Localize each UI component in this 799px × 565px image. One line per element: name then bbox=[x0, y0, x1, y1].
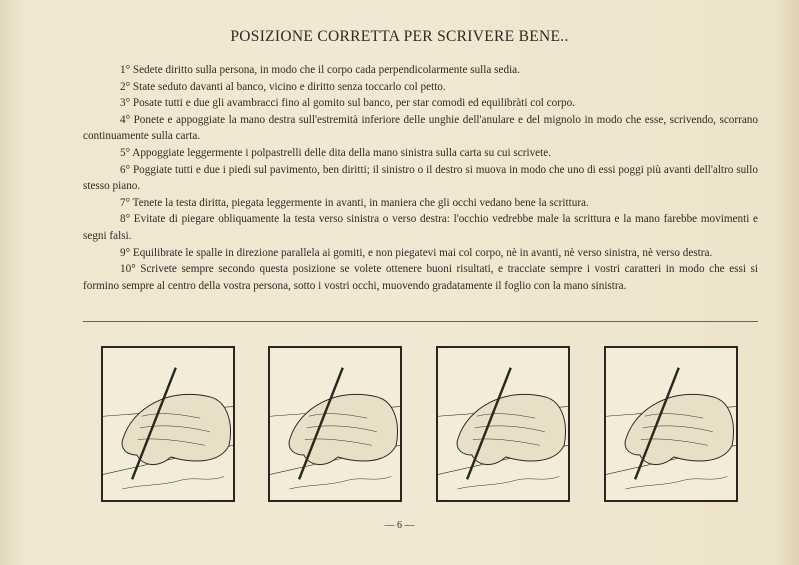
illustration-hand-2 bbox=[268, 346, 402, 502]
rule-8: 8° Evitate di piegare obliquamente la testa verso sinistra o verso destra: l'occhio vedrebbe male la scrittura e la mano farebbe movimenti e segni falsi. bbox=[83, 213, 758, 242]
rule-4: 4° Ponete e appoggiate la mano destra sull'estremità inferiore delle unghie dell'anulare e del mignolo in modo che esse, scrivendo, scorrano continuamente sulla carta. bbox=[83, 113, 758, 143]
rule-6: 6° Poggiate tutti e due i piedi sul pavimento, ben diritti; il sinistro o il destro si muova in modo che uno di essi poggi più avanti dell'altro sullo stesso piano. bbox=[83, 163, 758, 193]
rule-3: 3° Posate tutti e due gli avambracci fino al gomito sul banco, per star comodi ed equilibràti col corpo. bbox=[120, 97, 575, 110]
hand-pen-drawing bbox=[103, 348, 233, 500]
page-title: POSIZIONE CORRETTA PER SCRIVERE BENE.. bbox=[230, 28, 569, 45]
divider bbox=[83, 321, 758, 322]
hand-pen-drawing bbox=[606, 348, 736, 500]
rules-list bbox=[83, 62, 758, 294]
rule-10: 10° Scrivete sempre secondo questa posizione se volete ottenere buoni risultati, e tracciate sempre i vostri caratteri in modo che essi si formino sempre al centro della vostra persona, sotto i vostri occhi, muovendo gradatamente il foglio con la mano sinistra. bbox=[83, 263, 758, 292]
rule-1: 1° Sedete diritto sulla persona, in modo che il corpo cada perpendicolarmente sulla sedia. bbox=[120, 64, 520, 76]
rule-9: 9° Equilibrate le spalle in direzione parallela ai gomiti, e non piegatevi mai col corpo, nè in avanti, nè verso sinistra, nè verso destra. bbox=[120, 246, 713, 259]
rule-7: 7° Tenete la testa diritta, piegata leggermente in avanti, in maniera che gli occhi vedano bene la scrittura. bbox=[120, 196, 589, 209]
hand-pen-drawing bbox=[270, 348, 400, 500]
illustration-hand-3 bbox=[436, 346, 570, 502]
illustration-hand-1 bbox=[101, 346, 235, 502]
illustration-hand-4 bbox=[604, 346, 738, 502]
page-number: — 6 — bbox=[384, 520, 415, 531]
rule-5: 5° Appoggiate leggermente i polpastrelli delle dita della mano sinistra sulla carta su cui scrivete. bbox=[120, 146, 552, 159]
hand-pen-drawing bbox=[438, 348, 568, 500]
rule-2: 2° State seduto davanti al banco, vicino e diritto senza toccarlo col petto. bbox=[120, 80, 446, 93]
